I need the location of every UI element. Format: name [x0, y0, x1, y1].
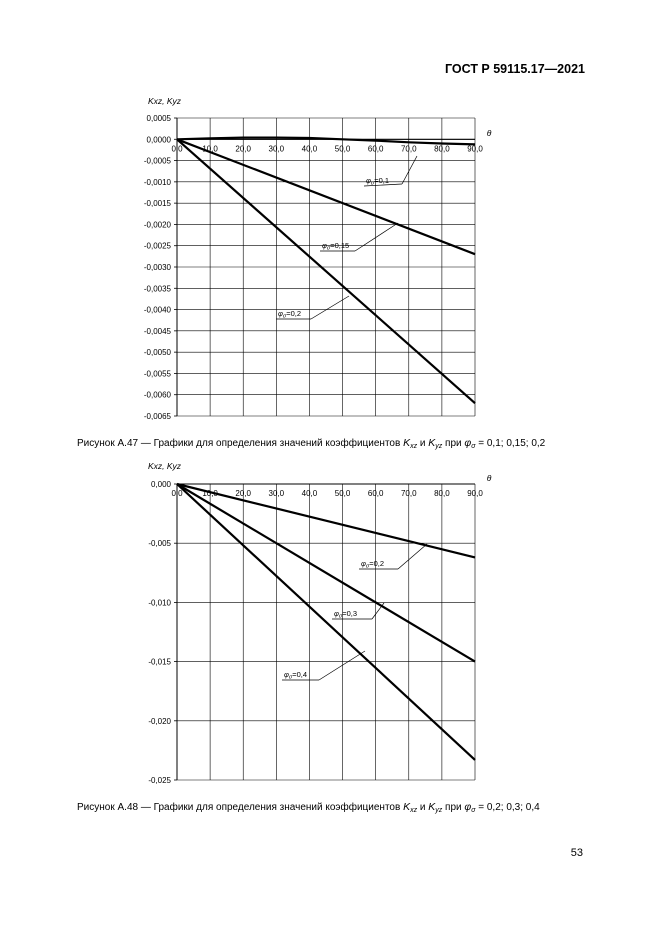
caption-figure-a47 [77, 437, 545, 450]
x-tick-label: 10,0 [202, 489, 218, 498]
caption-symbol: K [428, 437, 436, 449]
caption-symbol: φ [464, 801, 472, 813]
caption-figure-a48 [77, 801, 540, 814]
y-tick-label: 0,0005 [146, 114, 171, 123]
x-tick-label: 30,0 [268, 144, 285, 154]
y-tick-label: -0,025 [148, 776, 171, 785]
y-tick-label: -0,0015 [143, 199, 171, 209]
series-label: $\varphi_\sigma=0,4$ [284, 670, 308, 681]
caption-text: при [442, 438, 465, 449]
caption-subscript: xz [410, 807, 418, 814]
series-label: $\varphi_\sigma=0,15$ [322, 241, 350, 252]
y-axis-title: Kxz, Kyz [148, 461, 182, 471]
series-label: $\varphi_\sigma=0,1$ [366, 176, 390, 187]
caption-subscript: yz [435, 443, 443, 450]
y-tick-label: -0,020 [148, 716, 171, 726]
caption-text: и [417, 438, 429, 449]
x-axis-title: θ [486, 473, 492, 483]
caption-text: Рисунок А.47 — Графики для определения значений коэффициентов [77, 438, 404, 449]
y-tick-label: -0,0005 [143, 156, 171, 166]
caption-text: при [442, 802, 465, 813]
caption-symbol: K [403, 437, 411, 449]
caption-text: и [417, 802, 429, 813]
y-tick-label: -0,0050 [143, 348, 171, 358]
y-tick-label: -0,015 [148, 657, 171, 667]
y-tick-label: -0,0045 [143, 326, 171, 336]
caption-symbol: K [403, 801, 411, 813]
y-tick-label: -0,0020 [143, 220, 171, 230]
caption-text: Рисунок А.48 — Графики для определения значений коэффициентов [77, 802, 404, 813]
page-number: 53 [570, 847, 583, 859]
caption-subscript: σ [471, 443, 476, 450]
y-tick-label: 0,000 [150, 480, 171, 489]
x-tick-label: 90,0 [467, 144, 483, 154]
caption-symbol: φ [464, 437, 472, 449]
x-tick-label: 30,0 [268, 489, 285, 498]
y-tick-label: -0,0055 [143, 369, 171, 379]
x-tick-label: 90,0 [467, 489, 483, 498]
caption-symbol: K [428, 801, 436, 813]
y-tick-label: -0,0030 [143, 263, 171, 272]
label-leader [402, 156, 417, 184]
x-tick-label: 80,0 [434, 144, 450, 154]
x-tick-label: 10,0 [202, 144, 218, 154]
y-tick-label: 0,0000 [146, 135, 171, 145]
caption-subscript: xz [410, 443, 418, 450]
x-tick-label: 40,0 [301, 489, 318, 498]
x-tick-label: 80,0 [434, 489, 450, 498]
x-tick-label: 70,0 [400, 144, 417, 154]
x-tick-label: 50,0 [334, 489, 351, 498]
x-tick-label: 20,0 [235, 489, 252, 498]
series-line [177, 139, 475, 403]
label-leader [311, 296, 349, 319]
x-tick-label: 40,0 [301, 144, 318, 154]
y-axis-title: Kxz, Kyz [148, 96, 182, 106]
x-tick-label: 50,0 [334, 144, 351, 154]
y-tick-label: -0,0010 [143, 177, 171, 187]
x-tick-label: 20,0 [235, 144, 252, 154]
series-label: $\varphi_\sigma=0,2$ [278, 309, 302, 320]
series-label: $\varphi_\sigma=0,2$ [361, 559, 385, 570]
y-tick-label: -0,0035 [143, 284, 171, 294]
x-axis-title: θ [486, 128, 492, 138]
document-code: ГОСТ Р 59115.17—2021 [444, 62, 585, 76]
caption-subscript: σ [471, 807, 476, 814]
series-line [177, 139, 475, 254]
caption-text: = 0,2; 0,3; 0,4 [475, 802, 540, 813]
x-tick-label: 60,0 [367, 144, 384, 154]
x-tick-label: 0,0 [171, 144, 183, 154]
y-tick-label: -0,0060 [143, 390, 171, 400]
x-tick-label: 60,0 [367, 489, 384, 498]
y-tick-label: -0,0040 [143, 305, 171, 315]
y-tick-label: -0,0025 [143, 241, 171, 251]
y-tick-label: -0,0065 [143, 412, 171, 421]
y-tick-label: -0,005 [148, 539, 171, 549]
caption-subscript: yz [435, 807, 443, 814]
x-tick-label: 0,0 [171, 489, 183, 498]
y-tick-label: -0,010 [148, 598, 171, 608]
label-leader [355, 223, 398, 251]
x-tick-label: 70,0 [400, 489, 417, 498]
series-label: $\varphi_\sigma=0,3$ [334, 609, 358, 620]
caption-text: = 0,1; 0,15; 0,2 [475, 438, 546, 449]
series-line [177, 138, 475, 145]
